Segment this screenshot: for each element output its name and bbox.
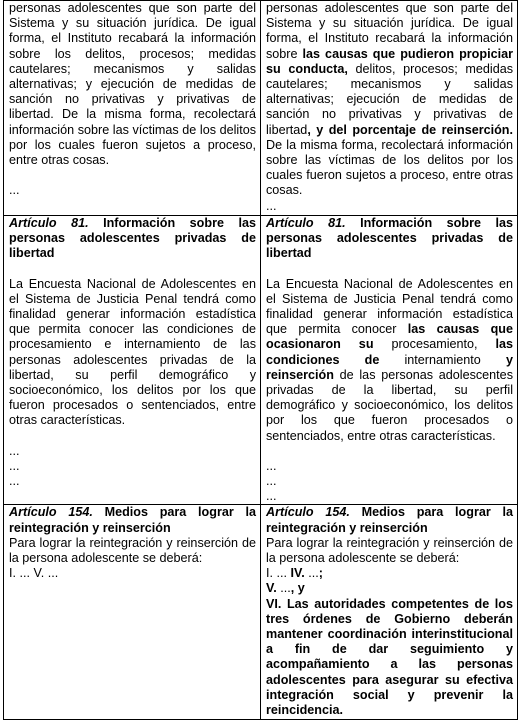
- body-paragraph: [266, 277, 513, 444]
- text-run: internamiento: [379, 352, 506, 367]
- table-row: [4, 505, 518, 720]
- text-run: De la misma forma, recolectará información sobre las víctimas de los delitos por los cuales fueron sujetos a proceso, entre otras cosas.: [266, 137, 513, 198]
- text-run: de las personas adolescentes privadas de la libertad, su perfil demográfico y socioeconómico, los delitos por los que fueron procesados o sentenciados, entre otras características.: [266, 367, 513, 443]
- ellipsis-block: [9, 444, 256, 490]
- ellipsis-line: ...: [266, 198, 277, 213]
- ellipsis-line: ...: [9, 183, 20, 198]
- text-run: ...: [276, 581, 291, 596]
- bold-text-run: las causas que ocasionaron su: [266, 322, 514, 352]
- bold-text-run: y reinserción: [266, 352, 513, 382]
- ellipsis-line: ...: [266, 474, 277, 489]
- current-text-cell: [4, 216, 261, 505]
- bold-text-run: IV.: [290, 566, 305, 581]
- article-heading: [266, 505, 513, 535]
- text-run: ...: [304, 566, 319, 581]
- article-number: Artículo 81.: [9, 216, 89, 230]
- ellipsis-line: ...: [266, 489, 277, 504]
- article-heading: [9, 216, 256, 262]
- current-text-cell: [4, 505, 261, 720]
- body-paragraph: [9, 277, 256, 429]
- ellipsis-line: ...: [9, 443, 20, 458]
- bold-text-run: VI. Las autoridades competentes de los tres órdenes de Gobierno deberán mantener coordinación interinstitucional a fin de dar seguimiento y acompañamiento a las personas adolescentes para asegurar su efectiva integración social y prevenir la reincidencia.: [266, 596, 513, 718]
- article-number: Artículo 81.: [266, 216, 346, 230]
- text-run: personas adolescentes que son parte del Sistema y su situación jurídica. De igual forma, el Instituto recabará la información sobre: [266, 1, 513, 61]
- article-heading: [266, 216, 513, 262]
- article-number: Artículo 154.: [266, 505, 350, 520]
- fraction-vi-paragraph: [266, 597, 513, 719]
- ellipsis-block: [9, 183, 256, 198]
- ellipsis-line: ...: [9, 458, 20, 473]
- bold-text-run: V.: [266, 581, 277, 596]
- intro-paragraph: Para lograr la reintegración y reinserción de la persona adolescente se deberá:: [266, 535, 513, 566]
- proposed-text-cell: [261, 505, 518, 720]
- ellipsis-block: [266, 199, 513, 214]
- table-row: [4, 216, 518, 505]
- fraction-line: [266, 566, 513, 581]
- text-run: I. ... V. ...: [9, 566, 59, 581]
- body-paragraph: [9, 1, 256, 168]
- article-title: Medios para lograr la reintegración y reinserción: [266, 505, 513, 535]
- bold-text-run: las condiciones de: [266, 337, 513, 367]
- article-title: Información sobre las personas adolescentes privadas de libertad: [9, 216, 256, 261]
- bold-text-run: ;: [318, 566, 323, 581]
- fraction-line: [9, 566, 256, 581]
- ellipsis-line: ...: [9, 474, 20, 489]
- comparison-table: [3, 0, 518, 720]
- bold-text-run: , y del porcentaje de reinserción.: [307, 122, 513, 137]
- table-row: [4, 1, 518, 216]
- proposed-text-cell: [261, 1, 518, 216]
- article-heading: [9, 505, 256, 535]
- text-run: I. ...: [266, 566, 291, 581]
- article-title: Información sobre las personas adolescentes privadas de libertad: [266, 216, 513, 261]
- text-run: delitos, procesos; medidas cautelares; mecanismos y salidas alternativas; ejecución de medidas de sanción no privativas y privativas de libertad: [266, 61, 513, 137]
- text-run: procesamiento,: [373, 337, 496, 352]
- text-run: personas adolescentes que son parte del Sistema y su situación jurídica. De igual forma, el Instituto recabará la información sobre los delitos, procesos; medidas cautelares; mecanismos y salidas alternativas; y ejecución de medidas de sanción no privativas y privativas de libertad. De la misma forma, recolectará información sobre las víctimas de los delitos por los cuales fueron sujetos a proceso, entre otras cosas.: [9, 1, 256, 168]
- current-text-cell: [4, 1, 261, 216]
- article-title: Medios para lograr la reintegración y reinserción: [9, 505, 256, 535]
- fraction-line: [266, 581, 513, 596]
- intro-paragraph: Para lograr la reintegración y reinserción de la persona adolescente se deberá:: [9, 535, 256, 566]
- proposed-text-cell: [261, 216, 518, 505]
- text-run: La Encuesta Nacional de Adolescentes en el Sistema de Justicia Penal tendrá como finalidad generar información estadística que permita conocer: [266, 276, 513, 337]
- body-paragraph: [266, 1, 513, 199]
- text-run: La Encuesta Nacional de Adolescentes en el Sistema de Justicia Penal tendrá como finalidad generar información estadística que permita conocer las condiciones de procesamiento e internamiento de las personas adolescentes privadas de la libertad, su perfil demográfico y socioeconómico, los delitos por los que fueron procesados o sentenciados, entre otras características.: [9, 276, 256, 428]
- bold-text-run: las causas que pudieron propiciar su conducta,: [266, 46, 513, 76]
- article-number: Artículo 154.: [9, 505, 93, 520]
- bold-text-run: , y: [290, 581, 305, 596]
- ellipsis-line: ...: [266, 458, 277, 473]
- ellipsis-block: [266, 459, 513, 505]
